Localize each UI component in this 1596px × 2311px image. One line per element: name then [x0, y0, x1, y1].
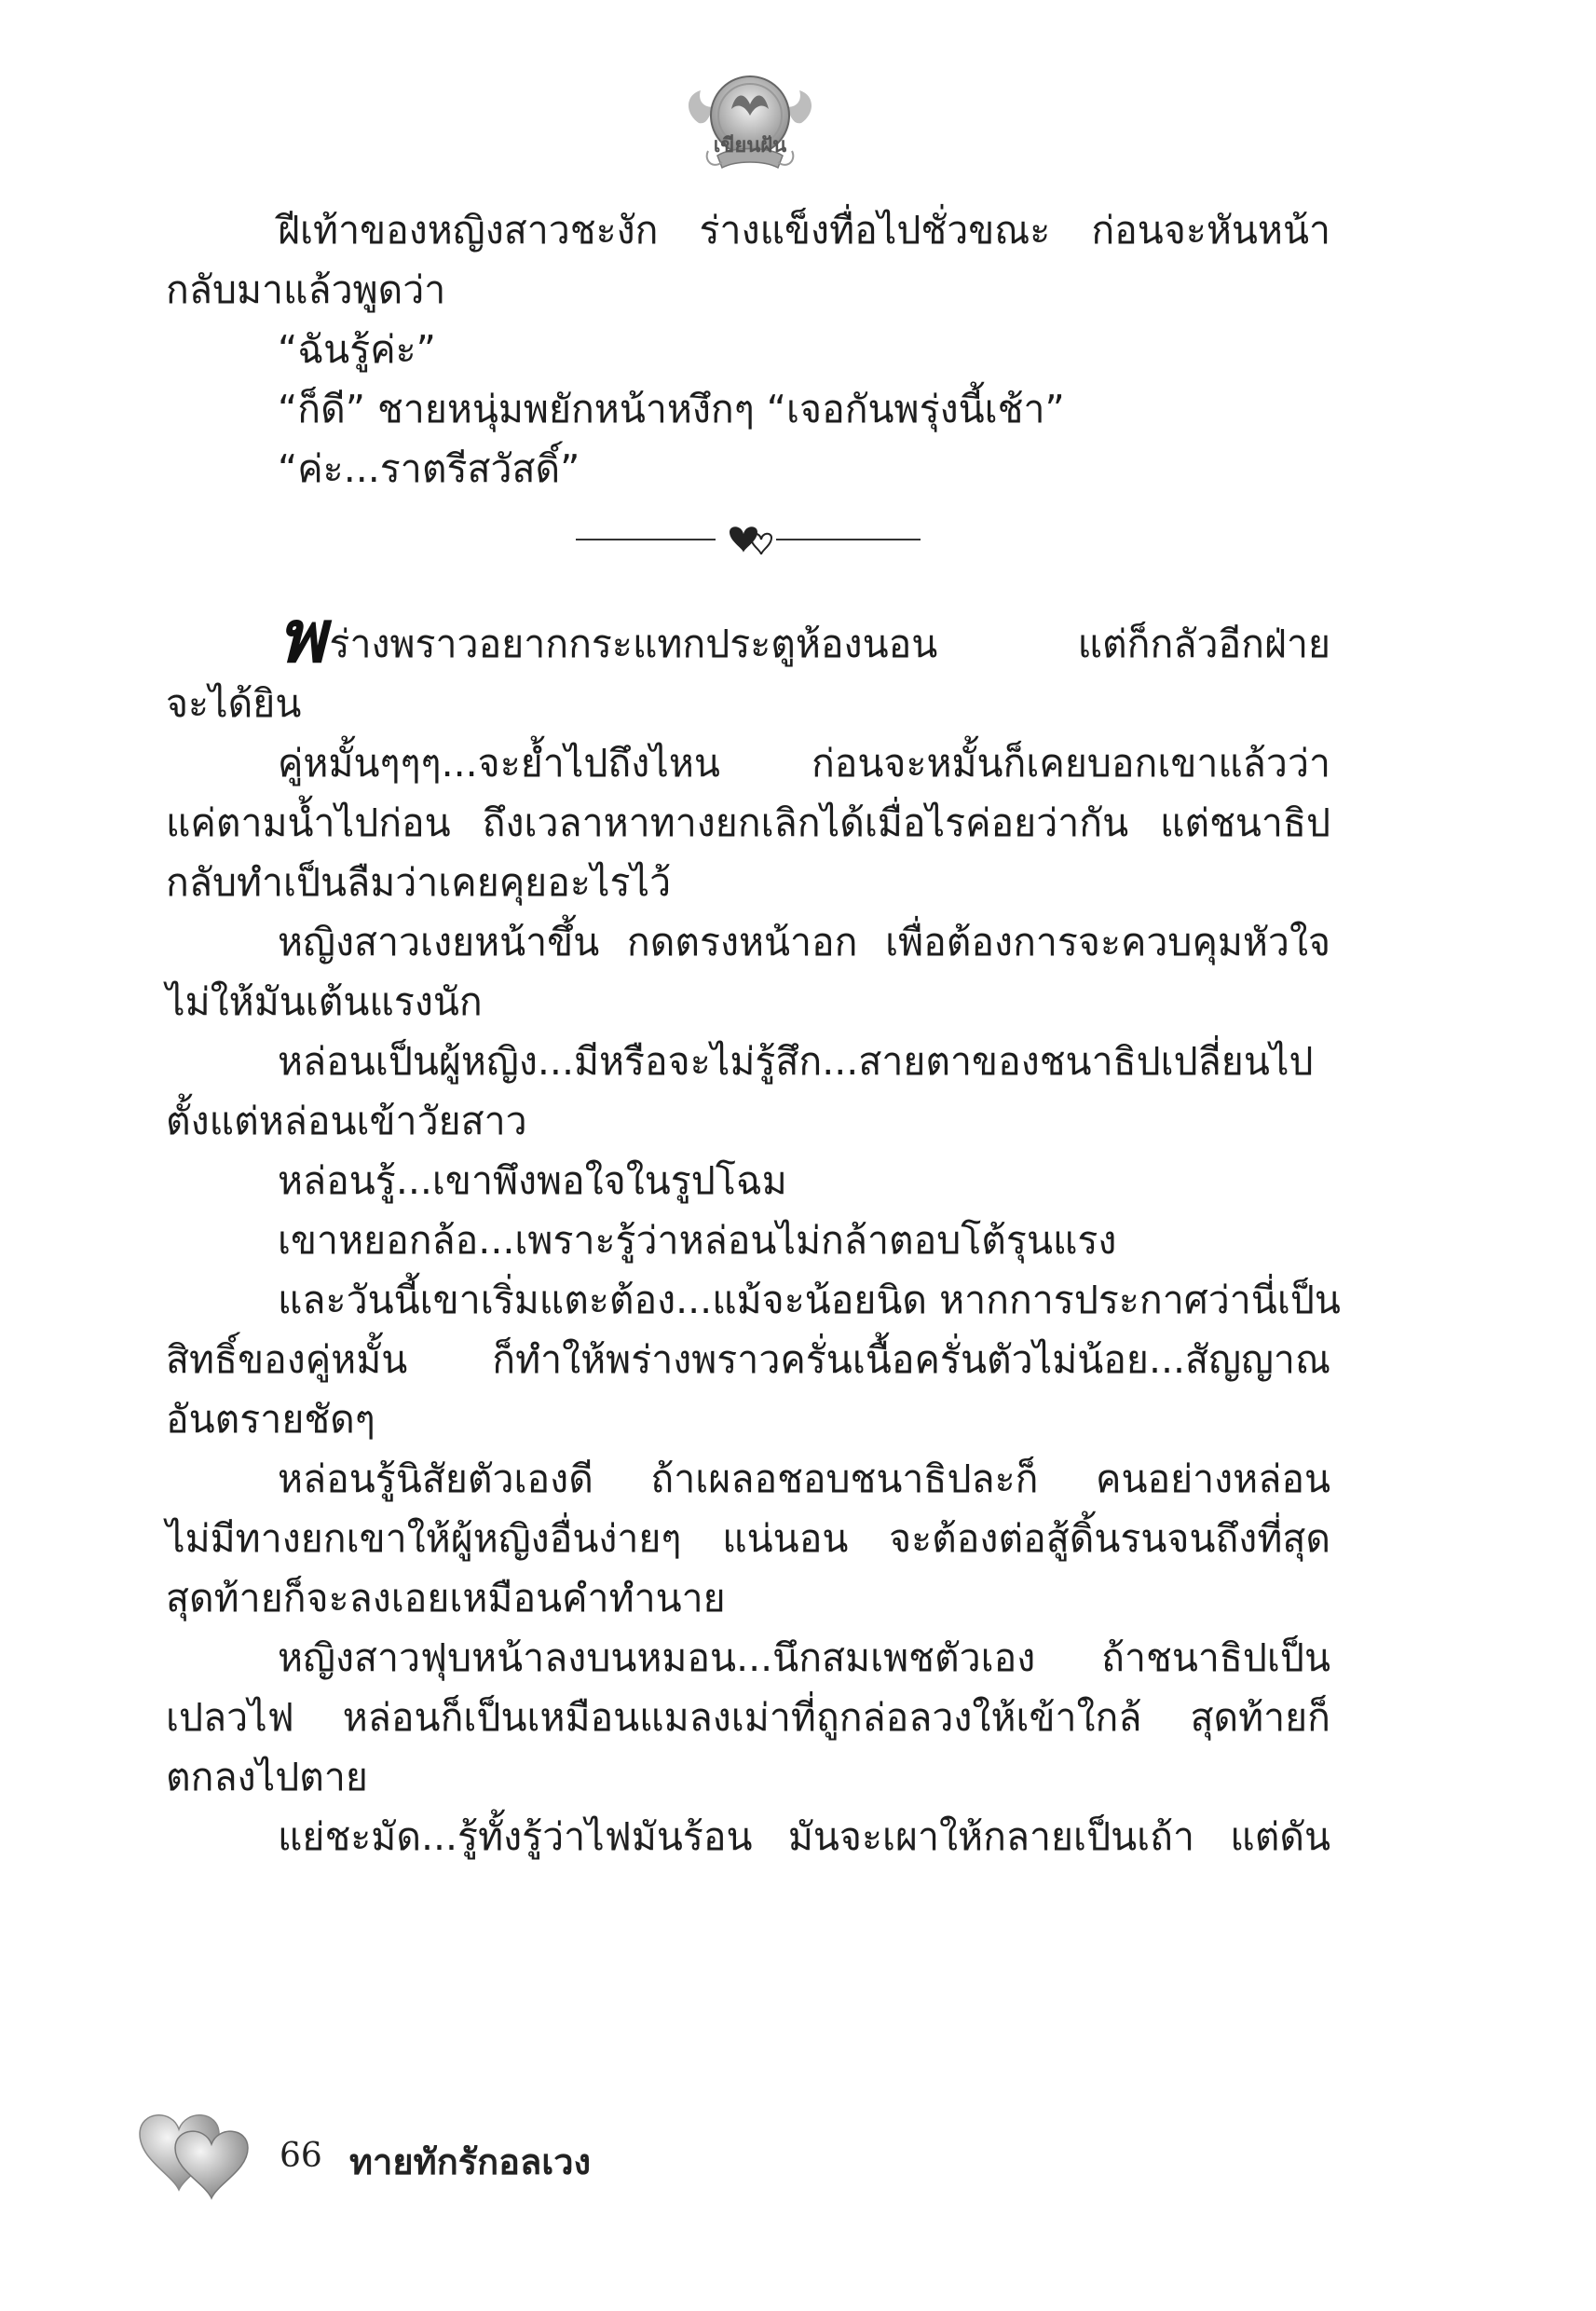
- text-line: “ก็ดี” ชายหนุ่มพยักหน้าหงึกๆ “เจอกันพรุ่งนี้เช้า”: [278, 387, 1065, 431]
- text-line: เปลวไฟ หล่อนก็เป็นเหมือนแมลงเม่าที่ถูกล่อลวงให้เข้าใกล้ สุดท้ายก็: [166, 1695, 1330, 1740]
- text-line: ไม่มีทางยกเขาให้ผู้หญิงอื่นง่ายๆ แน่นอน จะต้องต่อสู้ดิ้นรนจนถึงที่สุด: [166, 1516, 1330, 1561]
- text-line: จะได้ยิน: [166, 681, 302, 726]
- text-line: ไม่ให้มันเต้นแรงนัก: [166, 979, 483, 1024]
- text-block-2: [166, 674, 1341, 1867]
- book-title: ทายทักรักอลเวง: [349, 2141, 592, 2182]
- text-line: คู่หมั้นๆๆๆ...จะย้ำไปถึงไหน ก่อนจะหมั้นก็เคยบอกเขาแล้วว่า: [278, 741, 1330, 786]
- text-line: กลับทำเป็นลืมว่าเคยคุยอะไรไว้: [166, 860, 672, 905]
- text-line: สุดท้ายก็จะลงเอยเหมือนคำทำนาย: [166, 1576, 726, 1620]
- text-line: หญิงสาวเงยหน้าขึ้น กดตรงหน้าอก เพื่อต้องการจะควบคุมหัวใจ: [278, 920, 1330, 964]
- text-line: สิทธิ์ของคู่หมั้น ก็ทำให้พร่างพราวครั่นเนื้อครั่นตัวไม่น้อย...สัญญาณ: [166, 1337, 1330, 1382]
- text-line: แย่ชะมัด...รู้ทั้งรู้ว่าไฟมันร้อน มันจะเผาให้กลายเป็นเถ้า แต่ดัน: [278, 1814, 1330, 1859]
- page-footer: [130, 2101, 783, 2213]
- text-line: ตกลงไปตาย: [166, 1755, 368, 1799]
- text-line: อันตรายชัดๆ: [166, 1397, 375, 1442]
- drop-cap-line-text: ร่างพราวอยากกระแทกประตูห้องนอน แต่ก็กลัวอีกฝ่าย: [329, 622, 1330, 666]
- text-block-1: [166, 200, 1330, 499]
- text-line: “ฉันรู้ค่ะ”: [278, 327, 436, 372]
- text-line: หล่อนรู้...เขาพึงพอใจในรูปโฉม: [278, 1158, 787, 1203]
- text-line: และวันนี้เขาเริ่มแตะต้อง...แม้จะน้อยนิด หากการประกาศว่านี่เป็น: [278, 1278, 1341, 1322]
- text-line: เขาหยอกล้อ...เพราะรู้ว่าหล่อนไม่กล้าตอบโต้รุนแรง: [278, 1218, 1117, 1263]
- page-body: [166, 200, 1341, 1867]
- text-line: หล่อนเป็นผู้หญิง...มีหรือจะไม่รู้สึก...สายตาของชนาธิปเปลี่ยนไป: [278, 1039, 1314, 1084]
- text-line: หล่อนรู้นิสัยตัวเองดี ถ้าเผลอชอบชนาธิปละก็ คนอย่างหล่อน: [278, 1456, 1330, 1501]
- drop-cap-letter: พ: [278, 595, 326, 679]
- text-line: หญิงสาวฟุบหน้าลงบนหมอน...นึกสมเพชตัวเอง ถ้าชนาธิปเป็น: [278, 1635, 1330, 1680]
- publisher-emblem: [680, 58, 820, 179]
- text-line: ตั้งแต่หล่อนเข้าวัยสาว: [166, 1099, 527, 1143]
- page-number: 66: [280, 2137, 322, 2175]
- text-line: แค่ตามน้ำไปก่อน ถึงเวลาหาทางยกเลิกได้เมื่อไรค่อยว่ากัน แต่ชนาธิป: [166, 800, 1330, 845]
- section-divider: [166, 499, 1330, 601]
- text-line: “ค่ะ...ราตรีสวัสดิ์”: [278, 446, 580, 491]
- drop-cap-paragraph-start: [166, 595, 1330, 679]
- text-line: ฝีเท้าของหญิงสาวชะงัก ร่างแข็งทื่อไปชั่วขณะ ก่อนจะหันหน้า: [278, 208, 1330, 253]
- heart-divider-icon: [576, 517, 921, 564]
- emblem-text: เขียนฝัน: [713, 134, 787, 157]
- text-line: กลับมาแล้วพูดว่า: [166, 267, 446, 312]
- double-heart-icon: [130, 2101, 270, 2213]
